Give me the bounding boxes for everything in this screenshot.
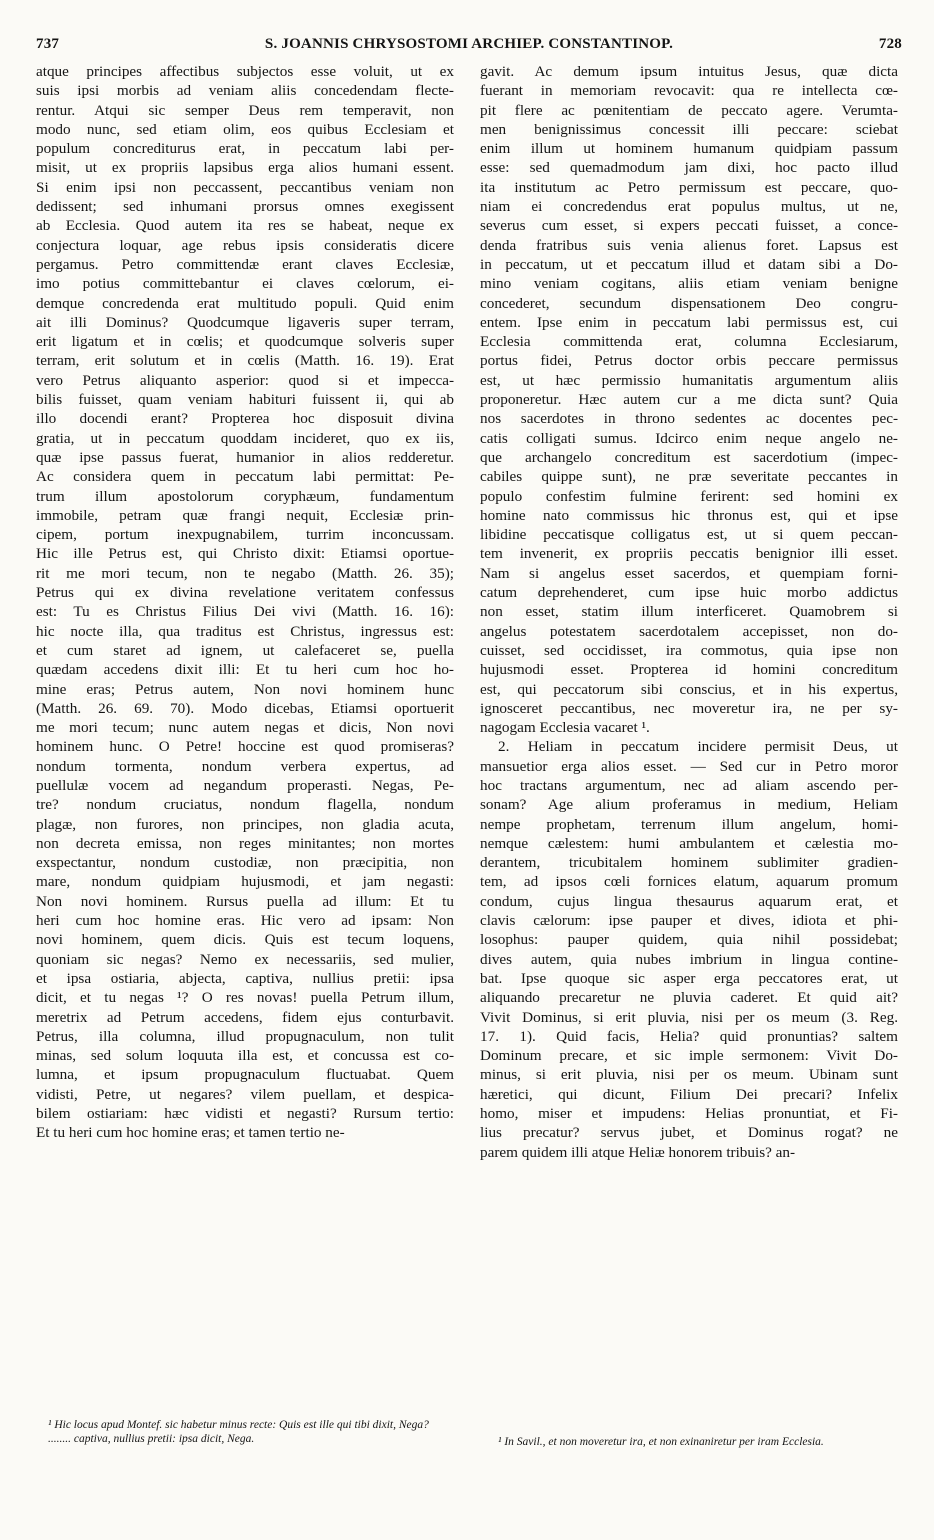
- text-line: dicit, et tu negas ¹? O res novas! puella Petrum illum,: [36, 989, 454, 1007]
- text-line: derantem, tricubitalem hominem sublimiter gradien-: [480, 854, 898, 872]
- text-line: mino veniam cogitans, aliis etiam veniam benigne: [480, 275, 898, 293]
- text-line: fuerant in memoriam revocavit: qua re intellecta cœ-: [480, 82, 898, 100]
- text-line: heri cum hoc homine eras. Hic vero ad ipsam: Non: [36, 912, 454, 930]
- text-line: suis ipsi morbis ad veniam aliis concedendam flecte-: [36, 82, 454, 100]
- right-column: [480, 62, 898, 1162]
- text-line: catis colligati sumus. Idcirco enim neque angelo ne-: [480, 429, 898, 447]
- footnote-rule-left: [60, 1414, 170, 1415]
- text-line: demque concredenda erat multitudo populi. Quid enim: [36, 294, 454, 312]
- text-line: novi hominem, quem dicis. Quis est tecum loquens,: [36, 931, 454, 949]
- text-line: proponeretur. Hæc autem cur a me dicta sunt? Quia: [480, 391, 898, 409]
- text-line: pit flere ac pœnitentiam de peccato agere. Verumta-: [480, 101, 898, 119]
- text-line: trum illum apostolorum coryphæum, fundamentum: [36, 487, 454, 505]
- text-line: sonam? Age alium proferamus in medium, Heliam: [480, 796, 898, 814]
- text-line: losophus: pauper quidem, quia nihil possidebat;: [480, 931, 898, 949]
- text-line: immobile, petram quæ frangi nequit, Ecclesiæ prin-: [36, 506, 454, 524]
- text-line: catum deprehenderet, cum ipse huic morbo addictus: [480, 584, 898, 602]
- text-line: dedissent; sed inhumani prorsus omnes exegissent: [36, 198, 454, 216]
- footnote-right: ¹ In Savil., et non moveretur ira, et non exinaniretur per iram Ecclesia.: [498, 1436, 824, 1448]
- footnote-left: ¹ Hic locus apud Montef. sic habetur minus recte: Quis est ille qui tibi dixit, Nega? ........ captiva, nullius pretii: ipsa dicit, Nega.: [48, 1419, 429, 1445]
- text-line: nos sacerdotes in throno sedentes ac docentes pec-: [480, 410, 898, 428]
- text-line: gavit. Ac demum ipsum intuitus Jesus, quæ dicta: [480, 63, 898, 80]
- text-line: me mori tecum; nunc autem negas et dicis, Non novi: [36, 719, 454, 737]
- text-line: illo docendi erant? Propterea hoc disposuit divina: [36, 410, 454, 428]
- text-line: hominem hunc. O Petre! hoccine est quod promiseras?: [36, 738, 454, 756]
- text-line: niam ei concredendus erat populus multus, ut ne,: [480, 198, 898, 216]
- text-line: 2. Heliam in peccatum incidere permisit Deus, ut: [498, 738, 898, 756]
- text-line: parem quidem illi atque Heliæ honorem tribuis? an-: [480, 1143, 796, 1161]
- text-line: cabiles quippe sunt), ne præ severitate peccantes in: [480, 468, 898, 486]
- text-line: ab Ecclesia. Quod autem ita res se habeat, neque ex: [36, 217, 454, 235]
- text-line: homo, miser et impudens: Helias pronuntiat, et Fi-: [480, 1105, 898, 1123]
- text-line: quæ ipse passus fuerat, humanior in alios redderetur.: [36, 448, 454, 466]
- text-line: cipem, portum inexpugnabilem, turrim inconcussam.: [36, 526, 454, 544]
- text-line: est, ut hæc permissio humanitatis argumentum aliis: [480, 371, 898, 389]
- text-line: meretrix ad Petrum accedens, fidem ejus conturbavit.: [36, 1008, 454, 1026]
- text-line: puellulæ vocem ad negandum properasti. Negas, Pe-: [36, 776, 454, 794]
- text-line: Ecclesia committenda erat, columna Ecclesiarum,: [480, 333, 898, 351]
- text-line: portus fidei, Petrus doctor orbis peccare permissus: [480, 352, 898, 370]
- text-line: minas, sed solum loquuta illa est, et concussa est co-: [36, 1047, 454, 1065]
- text-line: exspectantur, nondum custodiæ, non præcipitia, non: [36, 854, 454, 872]
- text-line: bilis fuisset, quam veniam habituri fuissent ii, qui ab: [36, 391, 454, 409]
- text-line: severus cum esset, si expers peccati fuisset, a conce-: [480, 217, 898, 235]
- text-line: Si enim ipsi non peccassent, peccantibus veniam non: [36, 178, 454, 196]
- text-line: Petrus, illa columna, illud propugnaculum, non tulit: [36, 1027, 454, 1045]
- text-line: Non novi hominem. Rursus puella ad illum: Et tu: [36, 892, 454, 910]
- text-line: conjectura loquar, age rebus ipsis consideratis dicere: [36, 236, 454, 254]
- running-title: S. JOANNIS CHRYSOSTOMI ARCHIEP. CONSTANTINOP.: [264, 36, 674, 52]
- text-line: entem. Ipse enim in peccatum labi permissus est, cui: [480, 313, 898, 331]
- text-line: atque principes affectibus subjectos esse voluit, ut ex: [36, 63, 454, 80]
- text-line: vero Petrus aliquanto asperior: quod si et impecca-: [36, 371, 454, 389]
- text-line: mine eras; Petrus autem, Non novi hominem hunc: [36, 680, 454, 698]
- text-line: et ipsa ostiaria, abjecta, captiva, nullius pretii: ipsa: [36, 969, 454, 987]
- text-line: hic nocte illa, qua traditus est Christus, ingressus est:: [36, 622, 454, 640]
- text-line: modo nunc, sed etiam olim, eos quibus Ecclesiam et: [36, 120, 454, 138]
- text-line: esse: sed quemadmodum jam dixi, hoc pacto illud: [480, 159, 898, 177]
- text-line: Et tu heri cum hoc homine eras; et tamen tertio ne-: [36, 1124, 345, 1142]
- text-line: enim illum ut hominem humanum quidpiam passum: [480, 140, 898, 158]
- text-line: tem invenerit, ex propriis peccatis benignior illi esset.: [480, 545, 898, 563]
- text-line: condum, cujus lingua thesaurus aquarum erat, et: [480, 892, 898, 910]
- text-line: tem, ad ipsos cœli fornices elatum, aquarum promum: [480, 873, 898, 891]
- text-line: aliquando precaretur ne pluvia caderet. Et quid ait?: [480, 989, 898, 1007]
- text-line: homine nato commissus hic thronus est, qui et ipse: [480, 506, 898, 524]
- running-header: [36, 36, 902, 60]
- left-column: [36, 62, 454, 1143]
- text-line: Hic ille Petrus est, qui Christo dixit: Etiamsi oportue-: [36, 545, 454, 563]
- text-line: men benignissimus concessit illi peccare: sciebat: [480, 120, 898, 138]
- text-line: non esset, statim illum interficeret. Quamobrem si: [480, 603, 898, 621]
- text-line: dives autem, quia nubes imbrium in lingua contine-: [480, 950, 898, 968]
- text-line: misit, ut ex propriis lapsibus erga alios humani essent.: [36, 159, 454, 177]
- text-line: nagogam Ecclesia vacaret ¹.: [480, 719, 650, 737]
- text-line: Dominum precare, et sic imple sermonem: Vivit Do-: [480, 1047, 898, 1065]
- text-line: concederet, secundum dispensationem Deo congru-: [480, 294, 898, 312]
- text-line: tre? nondum cruciatus, nondum flagella, nondum: [36, 796, 454, 814]
- text-line: hujusmodi esset. Propterea id homini concreditum: [480, 661, 898, 679]
- text-line: (Matth. 26. 69. 70). Modo dicebas, Etiamsi oportuerit: [36, 699, 454, 717]
- text-line: nondum tormenta, nondum verbera expertus, ad: [36, 757, 454, 775]
- text-line: imo potius committebantur ei claves cœlorum, ei-: [36, 275, 454, 293]
- text-line: hoc tractans argumentum, nec ad aliam ascendo per-: [480, 776, 898, 794]
- text-line: terram, erit solutum et in cœlis (Matth. 16. 19). Erat: [36, 352, 454, 370]
- text-line: erit ligatum et in cœlis; et quodcumque solveris super: [36, 333, 454, 351]
- text-line: hæretici, qui dicunt, Filium Dei precari? Infelix: [480, 1085, 898, 1103]
- text-line: populo confestim fulmine ferirent: sed homini ex: [480, 487, 898, 505]
- text-line: cuisset, sed occidisset, ira commotus, quia ipse non: [480, 641, 898, 659]
- text-line: Ac considera quem in peccatum labi permittat: Pe-: [36, 468, 454, 486]
- text-line: quoniam sic negas? Nemo ex necessariis, sed mulier,: [36, 950, 454, 968]
- text-line: in peccatum, ut et peccatum illud et datam sibi a Do-: [480, 255, 898, 273]
- text-line: ita institutum ac Petro permissum est peccare, quo-: [480, 178, 898, 196]
- text-line: mare, nondum quidpiam hujusmodi, et jam negasti:: [36, 873, 454, 891]
- text-line: Petrus qui ex divina revelatione veritatem confessus: [36, 584, 454, 602]
- text-line: Vivit Dominus, si erit pluvia, nisi per os meum (3. Reg.: [480, 1008, 898, 1026]
- text-line: quædam accedens dixit illi: Et tu heri cum hoc ho-: [36, 661, 454, 679]
- text-line: vidisti, Petre, ut negares? vilem puellam, et despica-: [36, 1085, 454, 1103]
- text-line: nemque cælestem: humi ambulantem et cælestia mo-: [480, 834, 898, 852]
- text-line: rentur. Atqui sic semper Deus rem temperavit, non: [36, 101, 454, 119]
- text-line: libidine peccatisque colligatus est, ut si quem peccan-: [480, 526, 898, 544]
- text-line: 17. 1). Quid facis, Helia? quid pronuntias? saltem: [480, 1027, 898, 1045]
- text-line: angelus potestatem sacerdotalem accepisset, non do-: [480, 622, 898, 640]
- text-line: ait illi Dominus? Quodcumque ligaveris super terram,: [36, 313, 454, 331]
- footnote-rule-right: [500, 1430, 610, 1431]
- text-line: mansuetior erga alios esset. — Sed cur in Petro moror: [480, 757, 898, 775]
- text-line: ignosceret peccantibus, nec moveretur ira, ne per sy-: [480, 699, 898, 717]
- text-line: nempe prophetam, terrenum illum angelum, homi-: [480, 815, 898, 833]
- text-line: plagæ, non furores, non principes, non gladia acuta,: [36, 815, 454, 833]
- text-line: est: Tu es Christus Filius Dei vivi (Matth. 16. 16):: [36, 603, 454, 621]
- text-line: rit me mori tecum, non te negabo (Matth. 26. 35);: [36, 564, 454, 582]
- text-line: que archangelo concreditum est sacerdotium (impec-: [480, 448, 898, 466]
- text-line: gratia, ut in peccatum quoddam incideret, quo ex iis,: [36, 429, 454, 447]
- text-line: Nam si angelus esset sacerdos, et quempiam forni-: [480, 564, 898, 582]
- text-line: bat. Ipse quoque sic asper erga peccatores erat, ut: [480, 969, 898, 987]
- text-line: clavis cælorum: ipse pauper et dives, idiota et phi-: [480, 912, 898, 930]
- text-line: populum concrediturus erat, in peccatum labi per-: [36, 140, 454, 158]
- text-line: minus, si erit pluvia, nisi per os meum. Ubinam sunt: [480, 1066, 898, 1084]
- page-number-left: 737: [36, 36, 60, 52]
- text-line: lumna, et ipsum propugnaculum fluctuabat. Quem: [36, 1066, 454, 1084]
- text-line: et cum staret ad ignem, ut calefaceret se, puella: [36, 641, 454, 659]
- text-line: est, qui peccatorum sibi conscius, et in his expertus,: [480, 680, 898, 698]
- text-line: non decreta emissa, non reges minitantes; non mortes: [36, 834, 454, 852]
- text-line: lius precatur? servus jubet, et Dominus rogat? ne: [480, 1124, 898, 1142]
- text-line: pergamus. Petro committendæ erant claves Ecclesiæ,: [36, 255, 454, 273]
- page-number-right: 728: [878, 36, 902, 52]
- text-line: denda fratribus suis venia alienus foret. Lapsus est: [480, 236, 898, 254]
- text-line: bilem ostiariam: hæc vidisti et negasti? Rursum tertio:: [36, 1105, 454, 1123]
